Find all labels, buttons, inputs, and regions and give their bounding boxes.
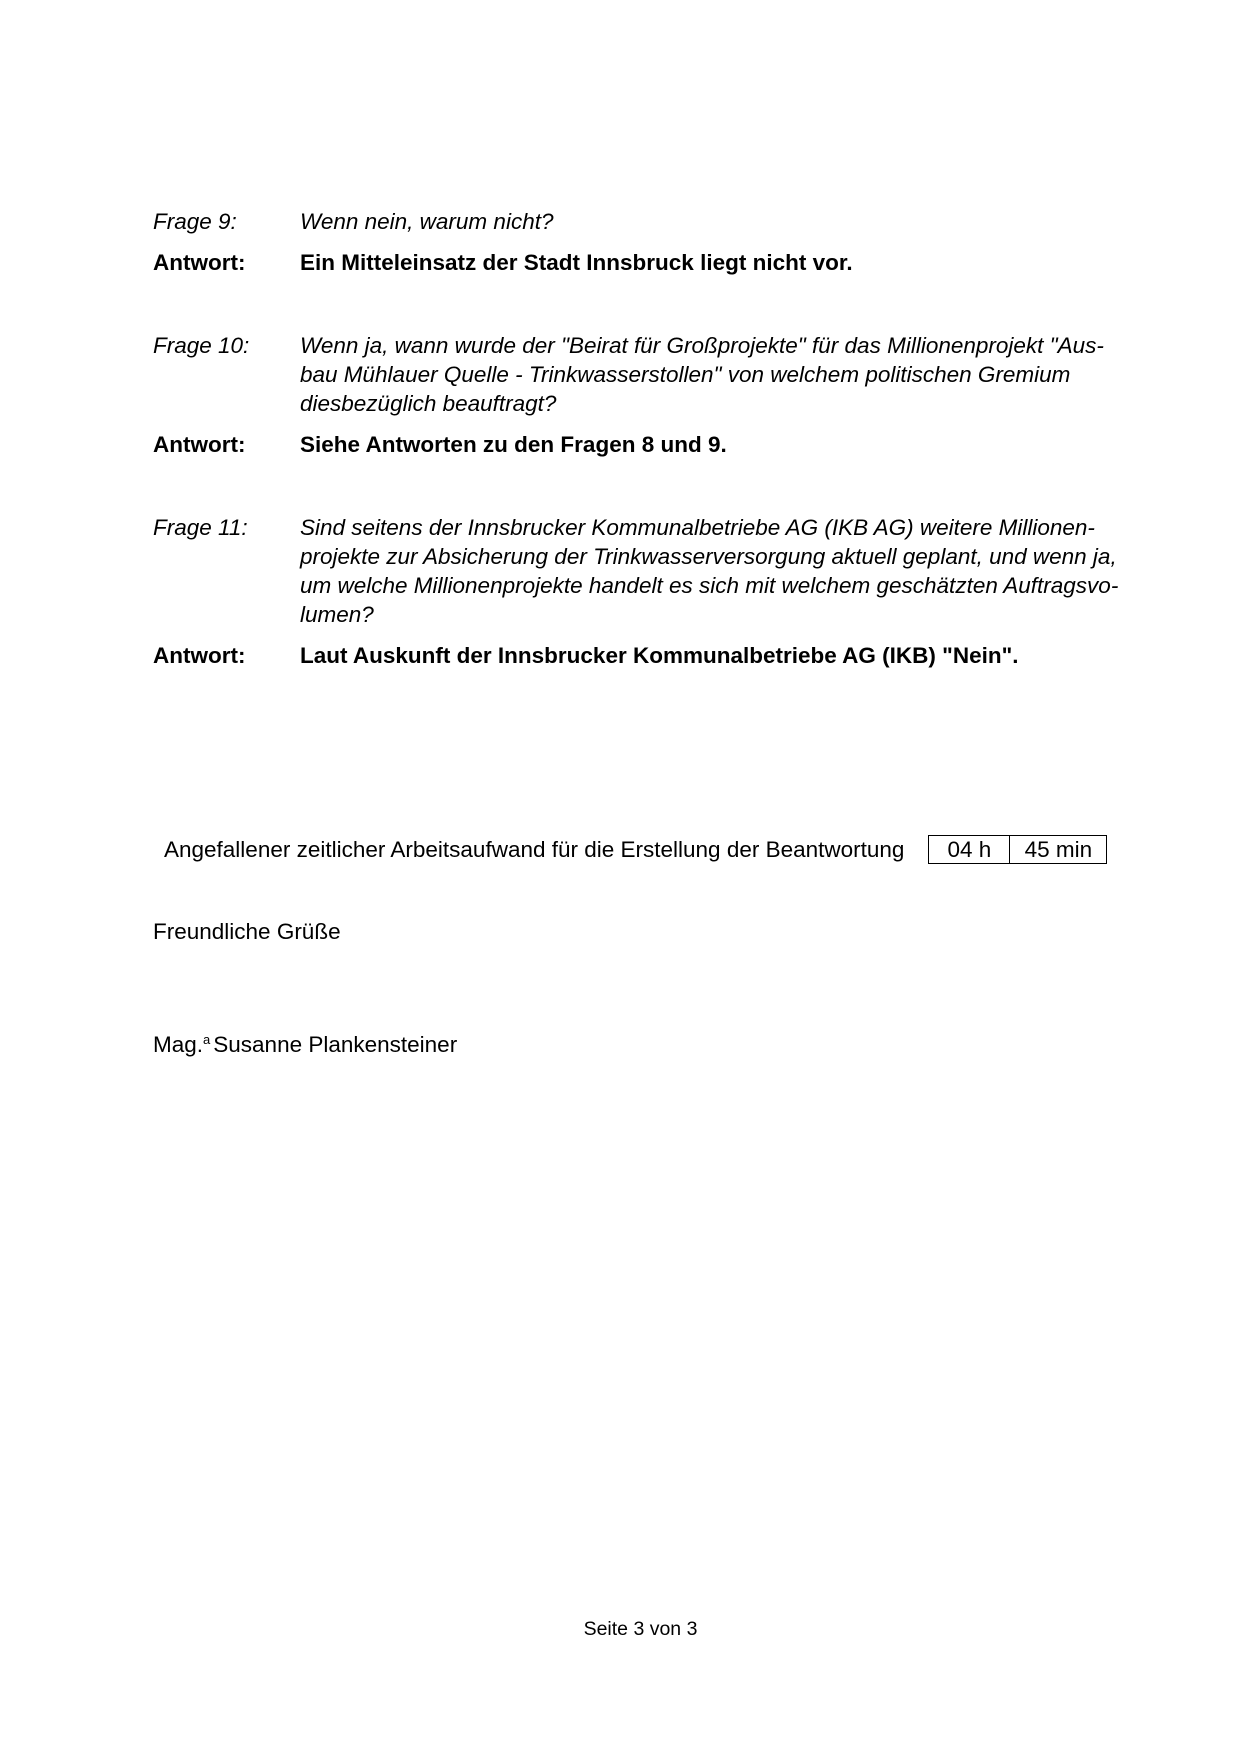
question-11 — [153, 513, 1143, 629]
answer-9 — [153, 248, 1143, 277]
answer-label: Antwort: — [153, 643, 246, 668]
question-10 — [153, 331, 1143, 418]
question-text — [300, 513, 1143, 629]
effort-row — [164, 835, 1107, 864]
question-line: Wenn nein, warum nicht? — [300, 209, 554, 234]
signature-prefix: Mag. — [153, 1032, 204, 1057]
question-line: diesbezüglich beauftragt? — [300, 391, 557, 416]
signature-superscript: a — [203, 1031, 211, 1047]
question-line: um welche Millionenprojekte handelt es sich mit welchem geschätzten Auftragsvo- — [300, 573, 1119, 598]
answer-text: Siehe Antworten zu den Fragen 8 und 9. — [300, 432, 727, 457]
question-line: Sind seitens der Innsbrucker Kommunalbetriebe AG (IKB AG) weitere Millionen- — [300, 515, 1095, 540]
answer-text: Laut Auskunft der Innsbrucker Kommunalbetriebe AG (IKB) "Nein". — [300, 643, 1019, 668]
question-label: Frage 10: — [153, 333, 250, 358]
question-label: Frage 9: — [153, 209, 237, 234]
effort-hours: 04 h — [929, 836, 1010, 863]
question-line: lumen? — [300, 602, 374, 627]
question-line: Wenn ja, wann wurde der "Beirat für Großprojekte" für das Millionenprojekt "Aus- — [300, 333, 1104, 358]
question-line: bau Mühlauer Quelle - Trinkwasserstollen" von welchem politischen Gremium — [300, 362, 1071, 387]
closing-greeting: Freundliche Grüße — [153, 919, 341, 944]
page-number: Seite 3 von 3 — [583, 1618, 698, 1640]
answer-11 — [153, 641, 1143, 670]
effort-box — [928, 835, 1107, 864]
signature-name: Susanne Plankensteiner — [213, 1032, 458, 1057]
effort-label: Angefallener zeitlicher Arbeitsaufwand für die Erstellung der Beantwortung — [164, 836, 905, 862]
page-footer — [0, 1617, 1241, 1641]
answer-10 — [153, 430, 1143, 459]
question-label: Frage 11: — [153, 515, 248, 540]
answer-label: Antwort: — [153, 250, 246, 275]
question-text — [300, 331, 1143, 418]
question-9 — [153, 207, 1143, 236]
answer-label: Antwort: — [153, 432, 246, 457]
question-line: projekte zur Absicherung der Trinkwasserversorgung aktuell geplant, und wenn ja, — [300, 544, 1117, 569]
answer-text: Ein Mitteleinsatz der Stadt Innsbruck liegt nicht vor. — [300, 250, 853, 275]
question-text — [300, 207, 1143, 236]
signature — [153, 1031, 457, 1059]
effort-minutes: 45 min — [1024, 837, 1093, 862]
